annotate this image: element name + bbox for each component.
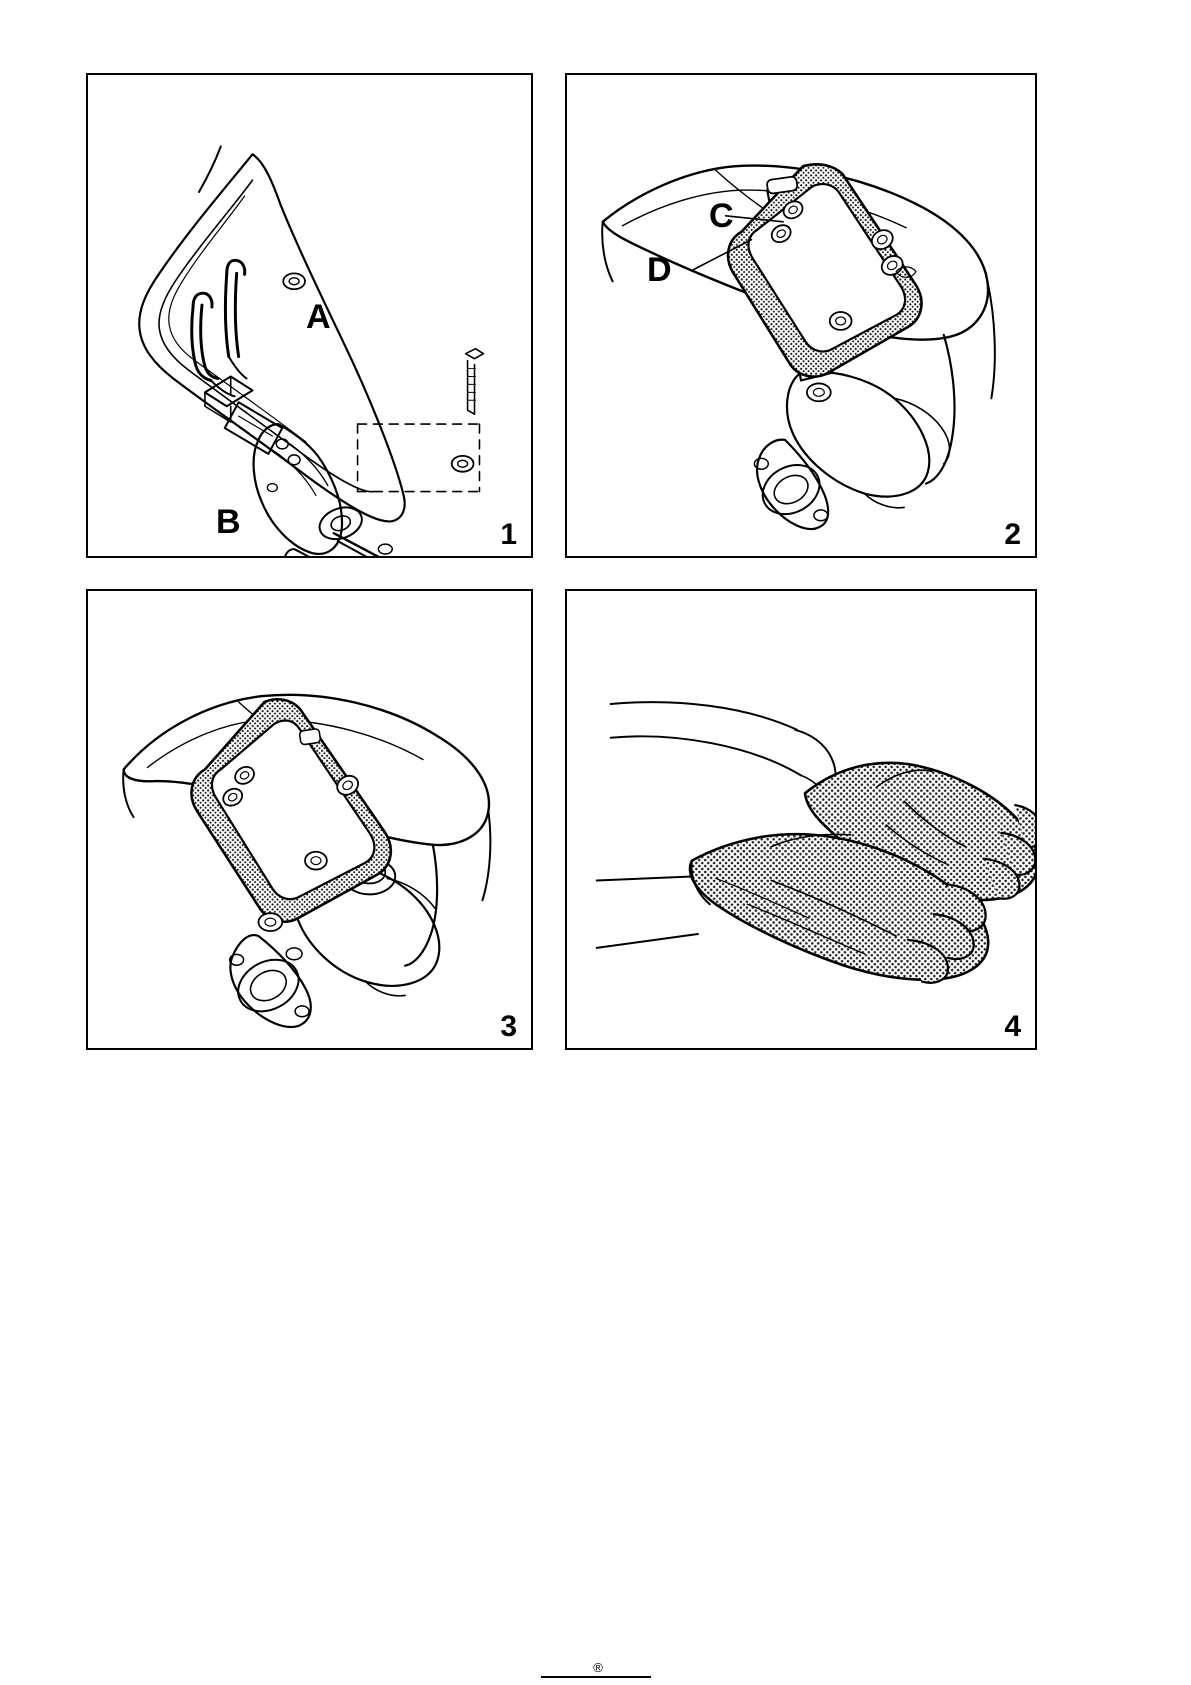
footer-mark: ®: [593, 1660, 603, 1675]
figure-panel-2: [565, 73, 1037, 558]
footer-divider: [541, 1676, 651, 1678]
figure-panel-3: [86, 589, 533, 1050]
figure-1-callout-b: B: [216, 503, 241, 541]
figure-4-number: 4: [1004, 1010, 1021, 1043]
figure-3-artwork: [88, 591, 531, 1048]
figure-panel-4: [565, 589, 1037, 1050]
figure-2-callout-c: C: [709, 197, 734, 235]
figure-panel-1: [86, 73, 533, 558]
figure-2-callout-d: D: [647, 251, 672, 289]
figure-4-artwork: [567, 591, 1035, 1048]
figure-2-artwork: [567, 75, 1035, 556]
figure-1-callout-a: A: [306, 298, 331, 336]
figure-grid: [86, 73, 1037, 1050]
figure-1-number: 1: [500, 518, 517, 551]
figure-3-number: 3: [500, 1010, 517, 1043]
figure-2-number: 2: [1004, 518, 1021, 551]
